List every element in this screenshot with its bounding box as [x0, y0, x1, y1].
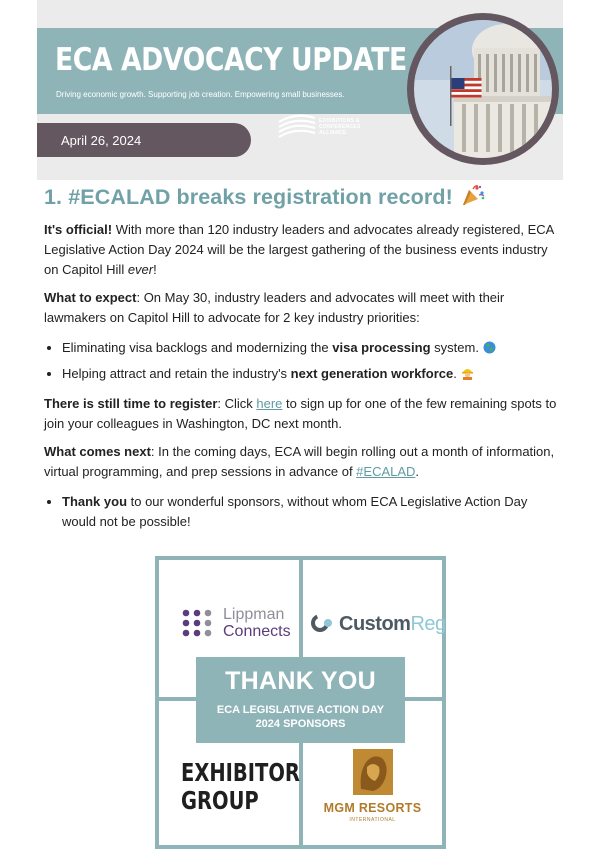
customreg-b: Reg — [410, 613, 446, 635]
article-heading-text: 1. #ECALAD breaks registration record! — [44, 185, 453, 209]
register-body-b: to sign up for one of the few remaining spots to join your colleagues in Washington, DC next month. — [44, 396, 557, 431]
expect-lead: What to expect — [44, 290, 137, 305]
mgm-lion-icon — [353, 749, 393, 795]
paragraph-next — [44, 442, 564, 482]
official-body: With more than 120 industry leaders and advocates already registered, ECA Legislative Action Day 2024 will be the largest gathering of the business events industry on Capitol Hill — [44, 222, 554, 277]
register-body-a: : Click — [217, 396, 257, 411]
eca-logo-text: EXHIBITIONS & CONFERENCES ALLIANCE — [319, 118, 361, 136]
mgm-wordmark: MGM RESORTS — [323, 801, 422, 815]
list-item — [44, 364, 564, 386]
eca-logo — [277, 112, 367, 142]
expect-body: : On May 30, industry leaders and advocates will meet with their lawmakers on Capitol Hill to advocate for 2 key industry priorities: — [44, 290, 505, 325]
bullet1-b: visa processing — [332, 340, 431, 355]
thank-you-title: THANK YOU — [225, 667, 376, 695]
next-lead: What comes next — [44, 444, 151, 459]
official-end: ! — [153, 262, 157, 277]
sponsors-graphic — [155, 556, 446, 849]
issue-date: April 26, 2024 — [61, 133, 142, 148]
date-strip — [37, 123, 251, 157]
bullet2-b: next generation workforce — [290, 366, 454, 381]
capitol-photo — [414, 20, 552, 158]
list-item — [44, 338, 564, 360]
thank-you-box — [196, 657, 405, 743]
mgm-subtitle: INTERNATIONAL — [349, 817, 396, 823]
construction-worker-icon — [461, 366, 474, 386]
exhibitor-group-wordmark: EXHIBITOR GROUP — [181, 758, 300, 815]
globe-icon — [483, 340, 496, 360]
ecalad-link[interactable]: #ECALAD — [356, 464, 416, 479]
lippman-line1: Lippman — [223, 606, 285, 623]
list-item — [44, 492, 564, 532]
next-body-b: . — [415, 464, 420, 479]
lippman-logo-icon — [181, 608, 217, 638]
lippman-line2: Connects — [223, 623, 291, 640]
customreg-logo — [311, 610, 446, 641]
paragraph-expect — [44, 288, 564, 328]
customreg-logo-icon — [311, 610, 337, 636]
bullet1-a: Eliminating visa backlogs and modernizing the — [62, 340, 333, 355]
eca-logo-icon — [277, 112, 317, 140]
newsletter-banner — [37, 0, 563, 180]
next-body-a: : In the coming days, ECA will begin rolling out a month of information, virtual programming, and prep sessions in advance of — [44, 444, 555, 479]
register-lead: There is still time to register — [44, 396, 218, 411]
customreg-a: Custom — [339, 613, 411, 635]
party-popper-icon — [461, 184, 485, 212]
register-link[interactable]: here — [256, 396, 283, 411]
banner-tagline: Driving economic growth. Supporting job creation. Empowering small businesses. — [56, 90, 345, 99]
official-lead: It's official! — [44, 222, 113, 237]
paragraph-official — [44, 220, 564, 280]
official-emphasis: ever — [127, 262, 154, 277]
paragraph-register — [44, 394, 564, 434]
customreg-wordmark — [339, 613, 446, 636]
lippman-wordmark — [223, 606, 291, 640]
thanks-body: to our wonderful sponsors, without whom ECA Legislative Action Day would not be possible! — [62, 494, 528, 529]
thank-you-subtitle: ECA LEGISLATIVE ACTION DAY 2024 SPONSORS — [216, 704, 385, 730]
thanks-lead: Thank you — [62, 494, 128, 509]
priority-list — [44, 338, 564, 386]
banner-title: ECA ADVOCACY UPDATE — [55, 42, 407, 78]
bullet1-c: system. — [430, 340, 479, 355]
bullet2-a: Helping attract and retain the industry's — [62, 366, 291, 381]
article-heading — [44, 184, 564, 212]
article — [44, 184, 564, 536]
bullet2-c: . — [453, 366, 457, 381]
thanks-list — [44, 492, 564, 532]
